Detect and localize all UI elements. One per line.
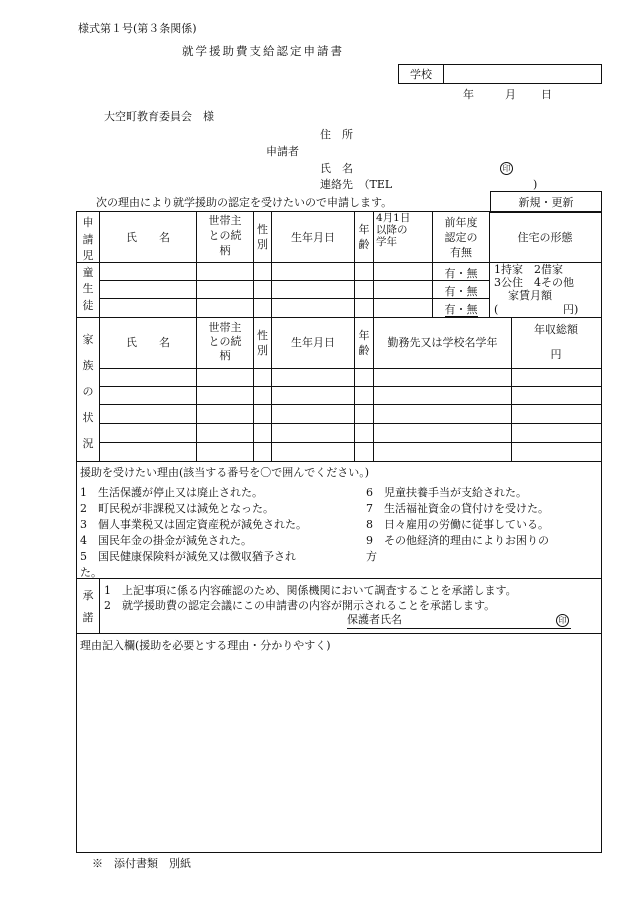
reason-2: 2 町民税が非課税又は減免となった。 xyxy=(80,502,274,515)
work-school-header: 勤務先又は学校名学年 xyxy=(387,336,498,349)
reason-8: 8 日々雇用の労働に従事している。 xyxy=(366,518,549,531)
reasons-right-list[interactable] xyxy=(366,485,549,565)
family-row[interactable] xyxy=(100,443,600,461)
date-month: 月 xyxy=(505,88,516,101)
applicant-seal xyxy=(500,161,513,175)
family-age-header: 年 齢 xyxy=(358,329,370,357)
family-row[interactable] xyxy=(100,424,600,442)
family-row[interactable] xyxy=(100,387,600,404)
applicant-label: 申請者 xyxy=(266,145,299,158)
reason-7: 7 生活福祉資金の貸付けを受けた。 xyxy=(366,502,549,515)
guardian-name-field[interactable] xyxy=(347,613,571,629)
seal-icon: 印 xyxy=(500,162,513,175)
income-header: 年収総額 xyxy=(534,323,578,336)
school-box xyxy=(398,64,602,84)
children-side-label: 申 請 児 童 生 徒 xyxy=(82,216,94,312)
reason-3: 3 個人事業税又は固定資産税が減免された。 xyxy=(80,518,307,531)
new-renew-box[interactable] xyxy=(490,191,602,213)
rent-open: ( xyxy=(494,303,499,316)
reason-entry-area[interactable] xyxy=(80,656,598,848)
date-year: 年 xyxy=(463,88,474,101)
form-title: 就学援助費支給認定申請書 xyxy=(182,44,344,58)
prev-yesno-1[interactable]: 有・無 xyxy=(444,267,478,280)
housing-header: 住宅の形態 xyxy=(517,231,573,244)
rent-close: 円) xyxy=(563,303,579,316)
attachments-note: ※ 添付書類 別紙 xyxy=(92,857,191,870)
child-row[interactable] xyxy=(100,263,489,280)
family-dob-header: 生年月日 xyxy=(291,336,335,349)
consent-item-1: 1 上記事項に係る内容確認のため、関係機関において調査することを承諾します。 xyxy=(104,584,517,597)
child-dob-header: 生年月日 xyxy=(291,231,335,244)
family-row[interactable] xyxy=(100,405,600,423)
reason-9: 9 その他経済的理由によりお困りの xyxy=(366,534,549,547)
reason-4: 4 国民年金の掛金が減免された。 xyxy=(80,534,252,547)
reason-entry-label: 理由記入欄(援助を必要とする理由・分かりやすく) xyxy=(80,639,331,652)
form-number: 様式第１号(第３条関係) xyxy=(78,22,197,35)
school-label: 学校 xyxy=(410,68,432,81)
reason-9-cont: 方 xyxy=(366,550,377,563)
child-sex-header: 性 別 xyxy=(257,223,268,251)
name-label: 氏 名 xyxy=(320,162,353,175)
prev-yesno-3[interactable]: 有・無 xyxy=(444,303,478,316)
family-row[interactable] xyxy=(100,369,600,386)
address-label: 住 所 xyxy=(320,128,353,141)
reason-6: 6 児童扶養手当が支給された。 xyxy=(366,486,527,499)
child-row[interactable] xyxy=(100,281,489,298)
guardian-label: 保護者氏名 xyxy=(347,613,402,626)
consent-item-2: 2 就学援助費の認定会議にこの申請書の内容が開示されることを承諾します。 xyxy=(104,599,496,612)
request-text: 次の理由により就学援助の認定を受けたいので申請します。 xyxy=(96,196,393,209)
family-relation-header: 世帯主 との続 柄 xyxy=(208,321,242,362)
consent-items xyxy=(104,583,517,613)
reasons-heading: 援助を受けたい理由(該当する番号を〇で囲んでください。) xyxy=(80,466,370,479)
family-name-header: 氏 名 xyxy=(126,336,170,349)
contact-close: ) xyxy=(533,178,538,191)
child-prev-header: 前年度 認定の 有無 xyxy=(444,216,478,259)
prev-yesno-2[interactable]: 有・無 xyxy=(444,285,478,298)
family-sex-header: 性 別 xyxy=(257,329,268,357)
reason-5-cont: た。 xyxy=(80,566,102,579)
date-day: 日 xyxy=(541,88,552,101)
child-relation-header: 世帯主 との続 柄 xyxy=(208,214,242,257)
reason-1: 1 生活保護が停止又は廃止された。 xyxy=(80,486,263,499)
income-unit: 円 xyxy=(550,348,562,361)
contact-label: 連絡先 （TEL xyxy=(320,178,393,191)
child-name-header: 氏 名 xyxy=(126,231,170,244)
school-name-field[interactable] xyxy=(445,66,599,82)
child-age-header: 年 齢 xyxy=(358,223,370,251)
child-grade-header: 4月1日 以降の 学年 xyxy=(376,212,411,248)
reason-5: 5 国民健康保険料が減免又は徴収猶予され xyxy=(80,550,296,563)
housing-options[interactable]: 1持家 2借家 3公住 4その他 家賃月額 xyxy=(494,263,574,302)
consent-side-label: 承 諾 xyxy=(82,589,94,624)
reasons-left-list[interactable] xyxy=(80,485,307,581)
seal-icon: 印 xyxy=(556,614,569,627)
child-row[interactable] xyxy=(100,299,489,316)
addressee: 大空町教育委員会 様 xyxy=(104,110,214,123)
new-renew-label: 新規・更新 xyxy=(518,196,574,209)
family-side-label: 家 族 の 状 況 xyxy=(82,333,94,450)
